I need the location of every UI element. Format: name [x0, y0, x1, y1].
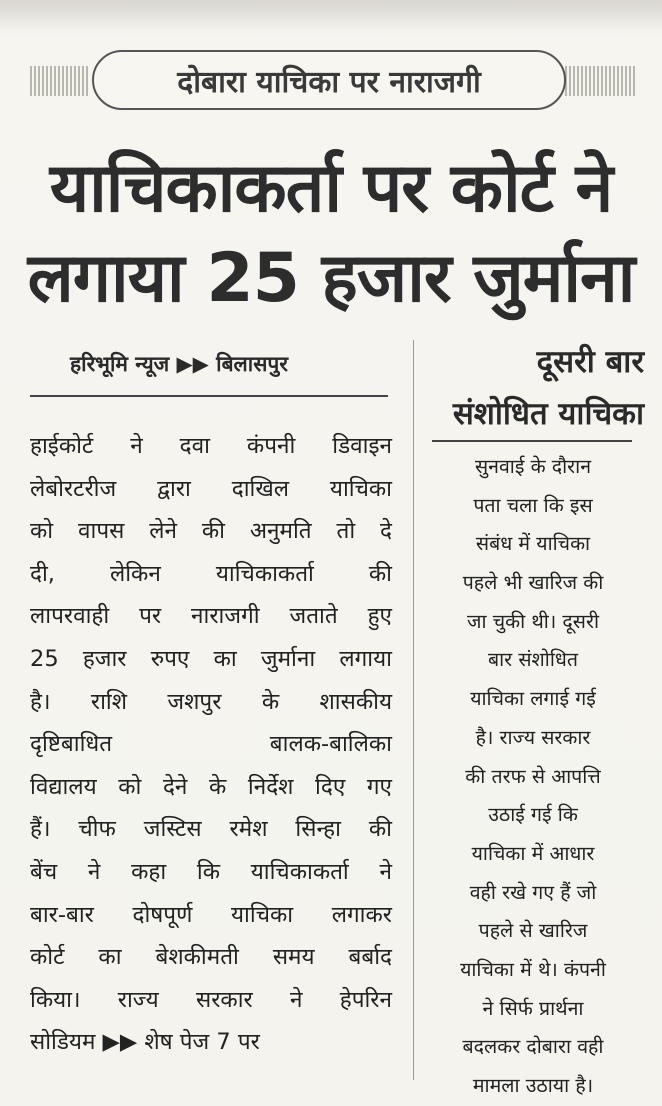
article-line: विद्यालय को देने के निर्देश दिए गए [30, 773, 392, 800]
sidebar-heading-line-2: संशोधित याचिका [452, 396, 644, 432]
article-line: को वापस लेने की अनुमति तो दे [30, 518, 392, 545]
kicker-banner [92, 50, 566, 110]
article-line: सोडियम ▶▶ शेष पेज 7 पर [30, 1029, 260, 1056]
sidebar-line: याचिका में आधार [471, 841, 595, 865]
sidebar-heading-divider [432, 440, 632, 442]
article-line: दृष्टिबाधित बालक-बालिका [30, 731, 392, 758]
byline: हरिभूमि न्यूज ▶▶ बिलासपुर [70, 352, 288, 376]
sidebar-line: पता चला कि इस [473, 493, 593, 517]
sidebar-body [428, 448, 638, 1106]
article-line: हाईकोर्ट ने दवा कंपनी डिवाइन [30, 433, 392, 459]
article-line: दी, लेकिन याचिकाकर्ता की [30, 560, 392, 587]
column-divider [413, 340, 414, 1080]
article-line: हैं। चीफ जस्टिस रमेश सिन्हा की [30, 816, 392, 843]
article-line: बार-बार दोषपूर्ण याचिका लगाकर [30, 901, 392, 928]
article-line: लापरवाही पर नाराजगी जताते हुए [30, 603, 392, 630]
headline-line-1: याचिकाकर्ता पर कोर्ट ने [49, 149, 613, 228]
sidebar-heading-line-1: दूसरी बार [536, 344, 644, 380]
sidebar-line: पहले से खारिज [478, 919, 588, 943]
sidebar-line: बदलकर दोबारा वही [462, 1035, 604, 1059]
kicker-hatch-left [30, 66, 90, 96]
kicker-hatch-right [565, 66, 635, 96]
sidebar-line: याचिका में थे। कंपनी [460, 957, 606, 981]
article-line: लेबोरटरीज द्वारा दाखिल याचिका [30, 475, 392, 502]
article-line: 25 हजार रुपए का जुर्माना लगाया [30, 645, 392, 672]
sidebar-line: पहले भी खारिज की [462, 571, 604, 595]
sidebar-line: ने सिर्फ प्रार्थना [482, 996, 584, 1020]
sidebar-line: सुनवाई के दौरान [474, 455, 592, 478]
kicker-text: दोबारा याचिका पर नाराजगी [177, 64, 481, 100]
sidebar-line: बार संशोधित [487, 648, 578, 672]
sidebar-line: संबंध में याचिका [475, 532, 591, 556]
byline-divider [30, 395, 388, 397]
sidebar-line: जा चुकी थी। दूसरी [467, 609, 599, 633]
article-line: कोर्ट का बेशकीमती समय बर्बाद [30, 944, 392, 971]
sidebar-line: याचिका लगाई गई [470, 687, 596, 711]
page-edge-shadow [0, 0, 662, 30]
sidebar-line: मामला उठाया है। [472, 1074, 594, 1097]
sidebar-line: की तरफ से आपत्ति [465, 764, 601, 788]
article-line: किया। राज्य सरकार ने हेपरिन [30, 986, 392, 1013]
sidebar-line: उठाई गई कि [488, 803, 578, 827]
article-line: है। राशि जशपुर के शासकीय [30, 688, 392, 715]
article-body [30, 425, 392, 1064]
headline-line-2: लगाया 25 हजार जुर्माना [27, 239, 635, 318]
sidebar-line: वही रखे गए हैं जो [469, 880, 597, 904]
sidebar-line: है। राज्य सरकार [475, 725, 591, 749]
article-line: बेंच ने कहा कि याचिकाकर्ता ने [30, 858, 392, 885]
